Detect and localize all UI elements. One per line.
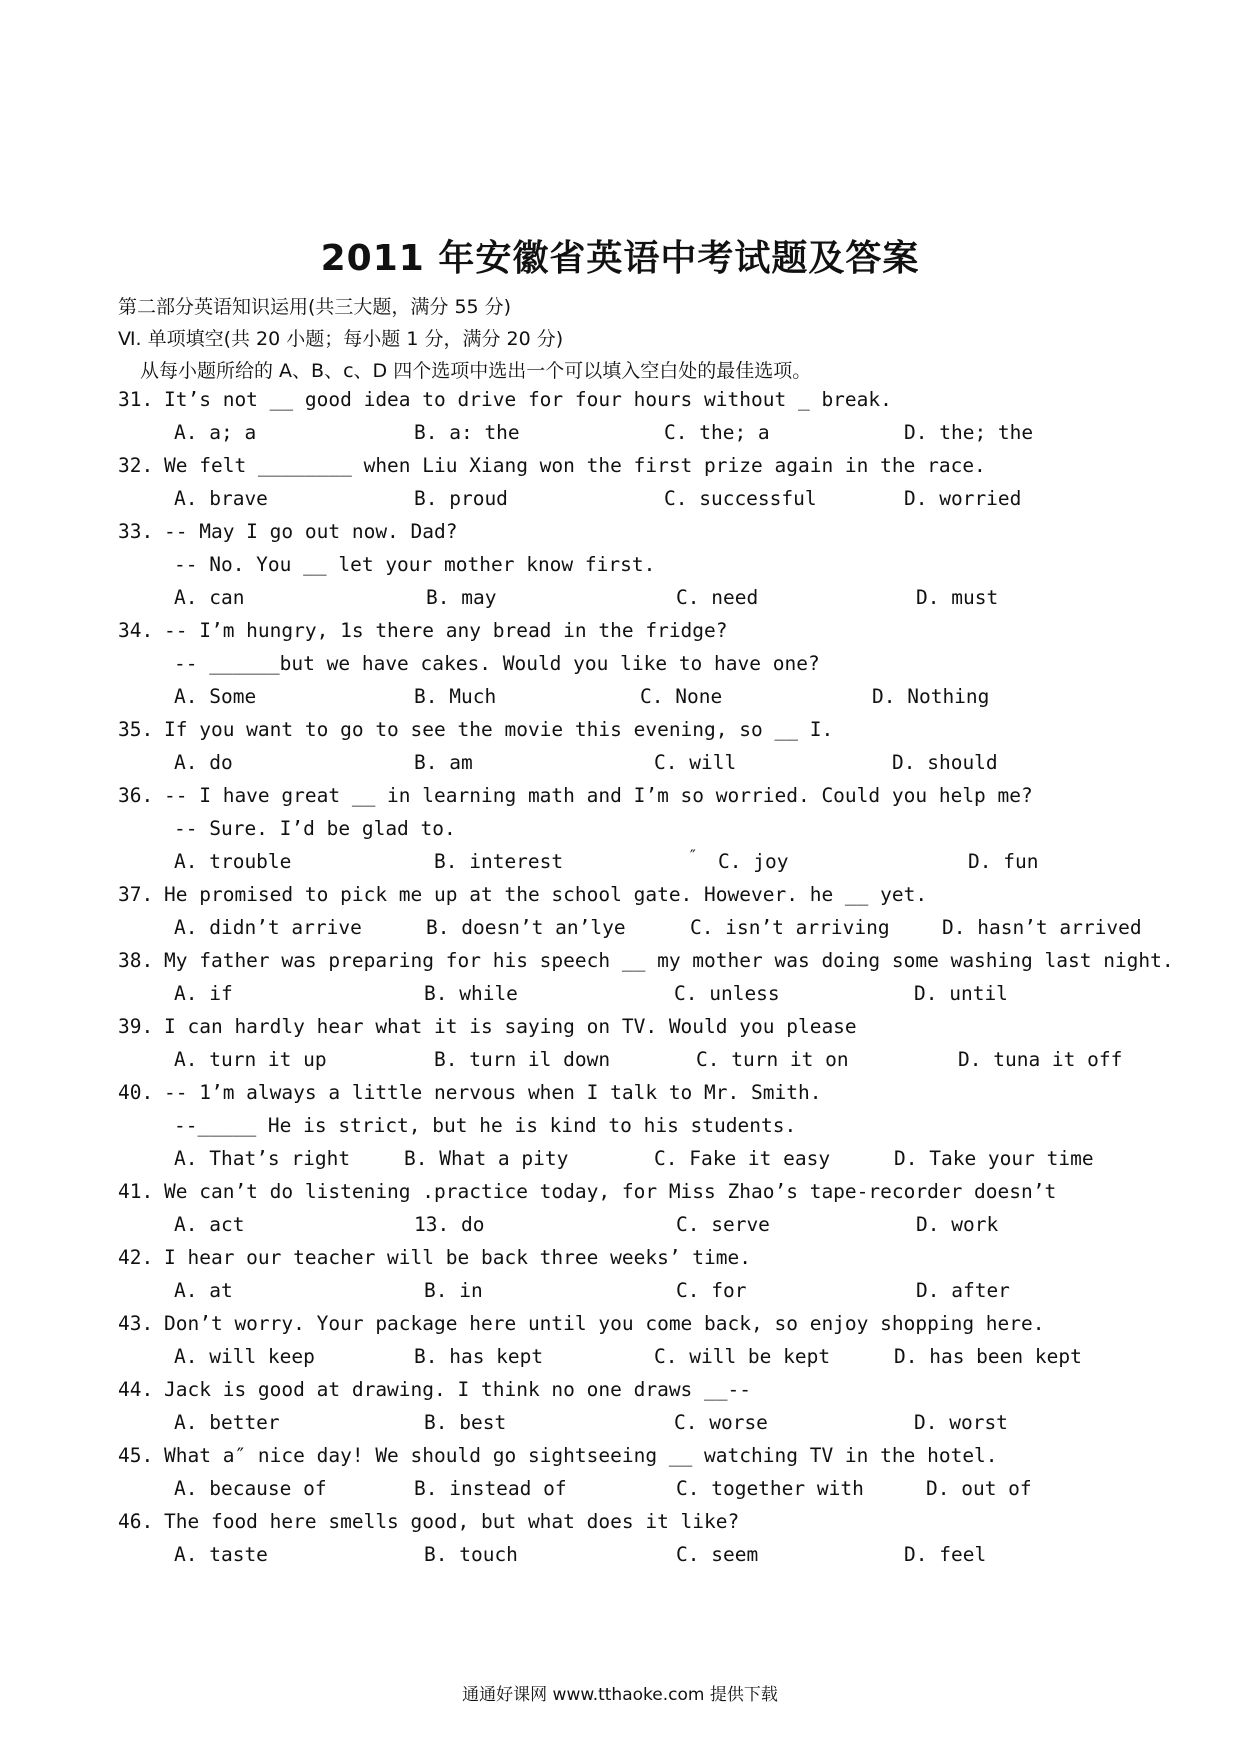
option-b: B. in [424, 1279, 483, 1302]
option-b: B. doesn’t an’lye [426, 916, 626, 939]
option-b: B. a: the [414, 421, 520, 444]
question-number: 46. [118, 1510, 154, 1533]
option-d: D. should [892, 751, 998, 774]
option-b: B. What a pity [404, 1147, 569, 1170]
option-d: D. has been kept [894, 1345, 1082, 1368]
question-number: 32. [118, 454, 154, 477]
question-text: -- I have great __ in learning math and I’m so worried. Could you help me? [164, 784, 1033, 807]
option-a: A. will keep [174, 1345, 315, 1368]
question-text: -- 1’m always a little nervous when I talk to Mr. Smith. [164, 1081, 822, 1104]
option-d: D. must [916, 586, 999, 609]
option-a: A. if [174, 982, 233, 1005]
option-d: D. after [916, 1279, 1010, 1302]
question-text: The food here smells good, but what does it like? [164, 1510, 740, 1533]
question-33 [118, 520, 458, 543]
question-34 [118, 619, 728, 642]
question-text: We can’t do listening .practice today, for Miss Zhao’s tape-recorder doesn’t [164, 1180, 1057, 1203]
option-a: A. That’s right [174, 1147, 351, 1170]
option-b: B. may [426, 586, 497, 609]
option-d: D. Nothing [872, 685, 990, 708]
question-number: 44. [118, 1378, 154, 1401]
question-number: 36. [118, 784, 154, 807]
question-text: I can hardly hear what it is saying on TV. Would you please [164, 1015, 857, 1038]
question-reply: -- Sure. I’d be glad to. [174, 817, 456, 840]
question-reply: -- No. You __ let your mother know first. [174, 553, 656, 576]
option-c: C. will be kept [654, 1345, 831, 1368]
option-a: A. can [174, 586, 245, 609]
option-d: D. tuna it off [958, 1048, 1123, 1071]
question-text: He promised to pick me up at the school gate. However. he __ yet. [164, 883, 928, 906]
question-text: If you want to go to see the movie this evening, so __ I. [164, 718, 834, 741]
option-c: C. successful [664, 487, 817, 510]
question-44 [118, 1378, 751, 1401]
question-number: 43. [118, 1312, 154, 1335]
option-b: B. best [424, 1411, 507, 1434]
question-text: It’s not __ good idea to drive for four hours without _ break. [164, 388, 892, 411]
question-number: 35. [118, 718, 154, 741]
question-40 [118, 1081, 821, 1104]
option-a: A. turn it up [174, 1048, 327, 1071]
option-a: A. at [174, 1279, 233, 1302]
option-c: C. unless [674, 982, 780, 1005]
option-c: C. for [676, 1279, 747, 1302]
question-45 [118, 1444, 998, 1467]
option-d: D. worst [914, 1411, 1008, 1434]
option-b: B. am [414, 751, 473, 774]
question-number: 37. [118, 883, 154, 906]
question-number: 42. [118, 1246, 154, 1269]
option-c: C. None [640, 685, 723, 708]
option-d: D. out of [926, 1477, 1032, 1500]
question-42 [118, 1246, 751, 1269]
option-d: D. Take your time [894, 1147, 1094, 1170]
option-c: C. will [654, 751, 737, 774]
question-text: Jack is good at drawing. I think no one draws __-- [164, 1378, 751, 1401]
section-heading: Ⅵ. 单项填空(共 20 小题；每小题 1 分，满分 20 分) [118, 328, 564, 350]
option-a: A. Some [174, 685, 257, 708]
question-number: 39. [118, 1015, 154, 1038]
question-43 [118, 1312, 1045, 1335]
question-number: 41. [118, 1180, 154, 1203]
question-text: -- I’m hungry, 1s there any bread in the fridge? [164, 619, 728, 642]
option-c: C. isn’t arriving [690, 916, 890, 939]
question-text: What a″ nice day! We should go sightseeing __ watching TV in the hotel. [164, 1444, 998, 1467]
question-number: 45. [118, 1444, 154, 1467]
question-31 [118, 388, 892, 411]
option-c: C. joy [718, 850, 789, 873]
question-text: I hear our teacher will be back three weeks’ time. [164, 1246, 751, 1269]
question-number: 33. [118, 520, 154, 543]
question-37 [118, 883, 927, 906]
option-a: A. better [174, 1411, 280, 1434]
option-c: C. the; a [664, 421, 770, 444]
question-text: We felt ________ when Liu Xiang won the first prize again in the race. [164, 454, 986, 477]
question-reply: --_____ He is strict, but he is kind to his students. [174, 1114, 797, 1137]
option-b: B. Much [414, 685, 497, 708]
question-41 [118, 1180, 1056, 1203]
question-text: My father was preparing for his speech __ my mother was doing some washing last night. [164, 949, 1174, 972]
option-a: A. taste [174, 1543, 268, 1566]
option-a: A. act [174, 1213, 245, 1236]
option-b: 13. do [414, 1213, 485, 1236]
part-heading: 第二部分英语知识运用(共三大题，满分 55 分) [118, 296, 512, 318]
option-a: A. because of [174, 1477, 327, 1500]
question-reply: -- ______but we have cakes. Would you like to have one? [174, 652, 820, 675]
option-a: A. didn’t arrive [174, 916, 362, 939]
option-c: C. turn it on [696, 1048, 849, 1071]
option-c: C. need [676, 586, 759, 609]
option-a: A. a; a [174, 421, 257, 444]
option-d: D. until [914, 982, 1008, 1005]
question-36 [118, 784, 1033, 807]
option-a: A. trouble [174, 850, 292, 873]
footer-source: 通通好课网 www.tthaoke.com 提供下载 [462, 1685, 778, 1705]
question-number: 31. [118, 388, 154, 411]
option-a: A. do [174, 751, 233, 774]
option-d: D. the; the [904, 421, 1034, 444]
option-c: C. worse [674, 1411, 768, 1434]
question-number: 40. [118, 1081, 154, 1104]
question-32 [118, 454, 986, 477]
question-38 [118, 949, 1174, 972]
option-d: D. fun [968, 850, 1039, 873]
question-number: 38. [118, 949, 154, 972]
option-c: C. seem [676, 1543, 759, 1566]
question-35 [118, 718, 833, 741]
option-c: C. serve [676, 1213, 770, 1236]
option-b: B. proud [414, 487, 508, 510]
option-b: B. touch [424, 1543, 518, 1566]
option-d: D. worried [904, 487, 1022, 510]
question-46 [118, 1510, 739, 1533]
question-text: -- May I go out now. Dad? [164, 520, 458, 543]
option-b: B. instead of [414, 1477, 567, 1500]
option-d: D. feel [904, 1543, 987, 1566]
question-39 [118, 1015, 857, 1038]
option-d: D. work [916, 1213, 999, 1236]
question-text: Don’t worry. Your package here until you come back, so enjoy shopping here. [164, 1312, 1045, 1335]
option-b: B. has kept [414, 1345, 544, 1368]
option-d: D. hasn’t arrived [942, 916, 1142, 939]
option-a: A. brave [174, 487, 268, 510]
instruction: 从每小题所给的 A、B、c、D 四个选项中选出一个可以填入空白处的最佳选项。 [140, 360, 812, 382]
option-c: C. Fake it easy [654, 1147, 831, 1170]
option-b: B. turn il down [434, 1048, 611, 1071]
option-b: B. while [424, 982, 518, 1005]
question-number: 34. [118, 619, 154, 642]
stray-mark: ″ [688, 846, 698, 865]
option-c: C. together with [676, 1477, 864, 1500]
option-b: B. interest [434, 850, 564, 873]
page-title: 2011 年安徽省英语中考试题及答案 [320, 238, 920, 279]
